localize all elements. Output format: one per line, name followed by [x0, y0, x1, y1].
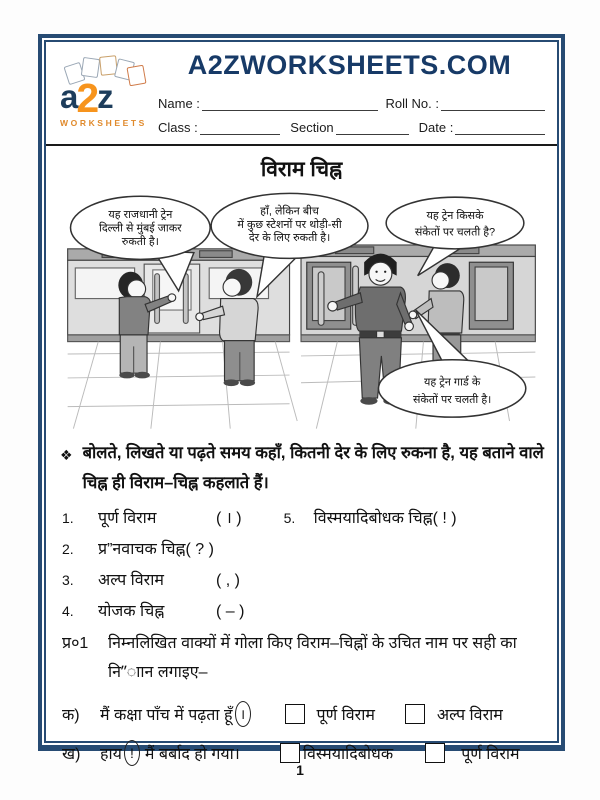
comic-svg: [60, 186, 543, 436]
paper-icon: [126, 65, 146, 87]
list-item: [284, 506, 457, 528]
platform-floor-left: [68, 342, 298, 429]
mark-symbol: ( – ): [216, 603, 245, 621]
list-item: [62, 537, 214, 559]
list-item: [62, 568, 240, 590]
section-blank-line: [336, 120, 409, 135]
diamond-bullet-icon: ❖: [60, 447, 73, 463]
item-label: ख): [62, 745, 81, 763]
item-number: 4.: [62, 603, 74, 620]
class-label: Class :: [158, 120, 198, 135]
mark-symbol: ( ! ): [432, 510, 457, 528]
date-blank-line: [455, 120, 545, 135]
page-number: 1: [296, 762, 304, 778]
bubble-3-line1: यह ट्रेन किसके: [426, 210, 484, 223]
mark-name: विस्मयादिबोधक चिह्न: [313, 510, 433, 528]
sentence-text: हाय: [100, 745, 122, 763]
question-1: [62, 630, 545, 688]
logo-caption: WORKSHEETS: [60, 118, 147, 128]
name-blank-line: [202, 96, 378, 111]
header: [46, 50, 557, 146]
circled-mark: ।: [235, 701, 251, 727]
punctuation-list: [62, 506, 545, 621]
option-label: पूर्ण विराम: [461, 745, 520, 763]
class-blank-line: [200, 120, 281, 135]
mark-symbol: ( ? ): [185, 541, 214, 559]
bubble-4-line2: संकेतों पर चलती है।: [412, 393, 492, 406]
field-row-1: [158, 96, 545, 111]
bubble-1-line3: रुकती है।: [121, 236, 159, 249]
mark-name: योजक चिह्न: [98, 603, 165, 621]
item-number: 1.: [62, 510, 74, 527]
bubble-2-line1: हाँ, लेकिन बीच: [260, 205, 319, 218]
answer-checkbox: [405, 704, 425, 724]
roll-blank-line: [441, 96, 545, 111]
item-label: क): [62, 706, 80, 724]
bubble-4-line1: यह ट्रेन गार्ड के: [423, 376, 481, 389]
sentence-text: मैं कक्षा पाँच में पढ़ता हूँ: [100, 706, 233, 724]
bubble-1-line1: यह राजधानी ट्रेन: [108, 209, 173, 222]
mark-symbol: ( । ): [216, 510, 242, 528]
worksheet-title: विराम चिह्न: [260, 158, 343, 181]
answer-checkbox: [285, 704, 305, 724]
mark-symbol: ( , ): [216, 572, 240, 590]
roll-label: Roll No. :: [385, 96, 439, 111]
bubble-2-line3: देर के लिए रुकती है।: [248, 232, 331, 245]
item-number: 3.: [62, 572, 74, 589]
definition-paragraph: [60, 439, 545, 498]
a2z-logo: [58, 56, 154, 140]
circled-mark: !: [124, 740, 140, 766]
list-item: [62, 599, 244, 621]
bubble-2-line2: में कुछ स्टेशनों पर थोड़ी-सी: [237, 218, 342, 231]
logo-letter-z: z: [97, 78, 112, 115]
question-number: प्र०1: [62, 635, 89, 653]
field-row-2: [158, 120, 545, 135]
train-right: [301, 245, 535, 342]
list-row: [62, 568, 545, 590]
list-row: [62, 506, 545, 528]
logo-letter-2: 2: [76, 75, 98, 121]
list-item: [62, 506, 242, 528]
date-label: Date :: [418, 120, 454, 135]
student-fields: [158, 96, 545, 144]
question-item-ka: [62, 701, 545, 727]
option-label: अल्प विराम: [436, 706, 503, 724]
name-label: Name :: [158, 96, 200, 111]
page-border: [38, 34, 565, 763]
list-row: [62, 599, 545, 621]
bubble-3: [386, 197, 524, 249]
bubble-3-line2: संकेतों पर चलती है?: [414, 226, 496, 239]
mark-name: प्र”नवाचक चिह्न: [98, 541, 186, 559]
option-label: विस्मयादिबोधक: [302, 745, 394, 763]
site-title: A2ZWORKSHEETS.COM: [187, 50, 512, 80]
mark-name: अल्प विराम: [98, 572, 164, 590]
answer-checkbox: [425, 743, 445, 763]
mark-name: पूर्ण विराम: [98, 510, 157, 528]
option-label: पूर्ण विराम: [316, 706, 375, 724]
question-text: निम्नलिखित वाक्यों में गोला किए विराम–चिह्नों के उचित नाम पर सही का नि”ाान लगाइए–: [108, 635, 517, 682]
item-number: 5.: [283, 510, 296, 527]
list-row: [62, 537, 545, 559]
bubble-1-line2: दिल्ली से मुंबई जाकर: [99, 222, 182, 235]
comic-illustration: [60, 186, 543, 436]
item-number: 2.: [62, 541, 74, 558]
logo-wordmark: [60, 75, 112, 121]
answer-checkbox: [280, 743, 300, 763]
definition-text: बोलते, लिखते या पढ़ते समय कहाँ, कितनी देर के लिए रुकना है, यह बताने वाले चिह्न ही विराम–चिह्न कहलाते हैं।: [82, 444, 544, 492]
sentence-text-after: मैं बर्बाद हो गया।: [144, 745, 240, 763]
logo-letter-a: a: [60, 78, 77, 115]
page-border-inner: [44, 40, 559, 763]
section-label: Section: [290, 120, 334, 135]
